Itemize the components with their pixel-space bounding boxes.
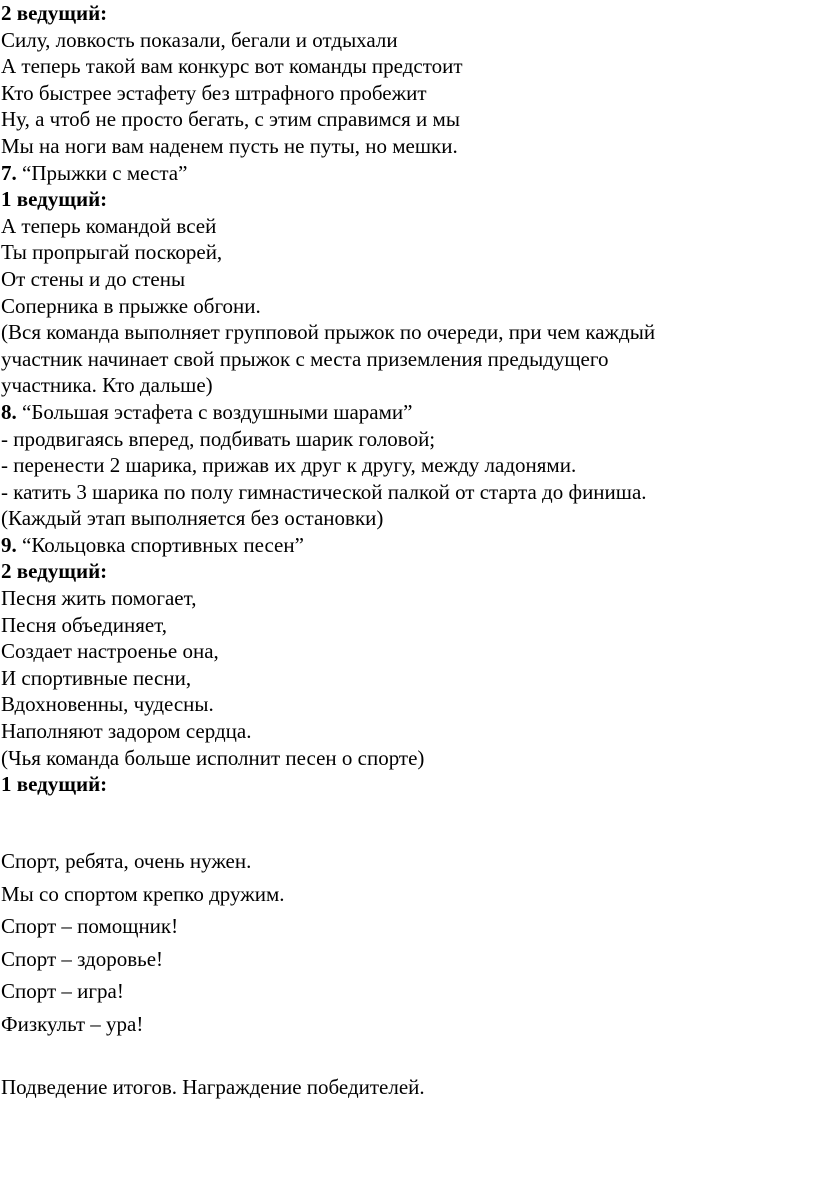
text-line: Создает настроенье она, — [1, 639, 219, 664]
contest-item-9 — [1, 532, 801, 559]
text-line: Ты пропрыгай поскорей, — [1, 240, 223, 265]
item-number: 9. — [1, 532, 17, 557]
text-line: участник начинает свой прыжок с места приземления предыдущего — [1, 346, 609, 371]
text-line: Ну, а чтоб не просто бегать, с этим справимся и мы — [1, 107, 460, 132]
text-line: (Чья команда больше исполнит песен о спорте) — [1, 745, 425, 770]
text-line: А теперь такой вам конкурс вот команды предстоит — [1, 54, 463, 79]
contest-item-8 — [1, 399, 801, 426]
host-heading: 1 ведущий: — [1, 772, 108, 797]
text-line: Песня жить помогает, — [1, 586, 197, 611]
item-title: “Кольцовка спортивных песен” — [16, 532, 304, 557]
text-line: Спорт – помощник! — [1, 914, 179, 938]
text-line: - катить 3 шарика по полу гимнастической палкой от старта до финиша. — [1, 479, 647, 504]
item-number: 8. — [1, 399, 17, 424]
text-body — [1, 0, 801, 798]
text-line: От стены и до стены — [1, 266, 186, 291]
text-line: Соперника в прыжке обгони. — [1, 293, 261, 318]
closing-line: Подведение итогов. Награждение победителей. — [1, 1075, 425, 1099]
text-line: - продвигаясь вперед, подбивать шарик головой; — [1, 426, 436, 451]
item-number: 7. — [1, 160, 17, 185]
text-line: И спортивные песни, — [1, 665, 192, 690]
text-line: Мы на ноги вам наденем пусть не путы, но мешки. — [1, 133, 458, 158]
text-line: - перенести 2 шарика, прижав их друг к другу, между ладонями. — [1, 453, 577, 478]
host-heading: 2 ведущий: — [1, 559, 108, 584]
text-line: Спорт – здоровье! — [1, 946, 164, 971]
poem-block — [1, 845, 801, 1040]
host-heading: 1 ведущий: — [1, 187, 108, 212]
text-line: Спорт – игра! — [1, 979, 124, 1003]
text-line: Спорт, ребята, очень нужен. — [1, 849, 252, 873]
host-heading: 2 ведущий: — [1, 1, 108, 25]
text-line: Силу, ловкость показали, бегали и отдыхали — [1, 27, 398, 52]
text-line: Физкульт – ура! — [1, 1011, 144, 1036]
item-title: “Большая эстафета с воздушными шарами” — [16, 399, 413, 424]
text-line: (Вся команда выполняет групповой прыжок по очереди, при чем каждый — [1, 320, 656, 345]
text-line: Наполняют задором сердца. — [1, 719, 252, 744]
text-line: Вдохновенны, чудесны. — [1, 692, 214, 717]
item-title: “Прыжки с места” — [16, 160, 188, 185]
text-line: Мы со спортом крепко дружим. — [1, 881, 285, 906]
contest-item-7 — [1, 160, 801, 187]
text-line: участника. Кто дальше) — [1, 373, 213, 398]
text-line: Песня объединяет, — [1, 612, 168, 637]
text-line: Кто быстрее эстафету без штрафного пробежит — [1, 80, 427, 105]
text-line: А теперь командой всей — [1, 213, 217, 238]
text-line: (Каждый этап выполняется без остановки) — [1, 506, 384, 531]
